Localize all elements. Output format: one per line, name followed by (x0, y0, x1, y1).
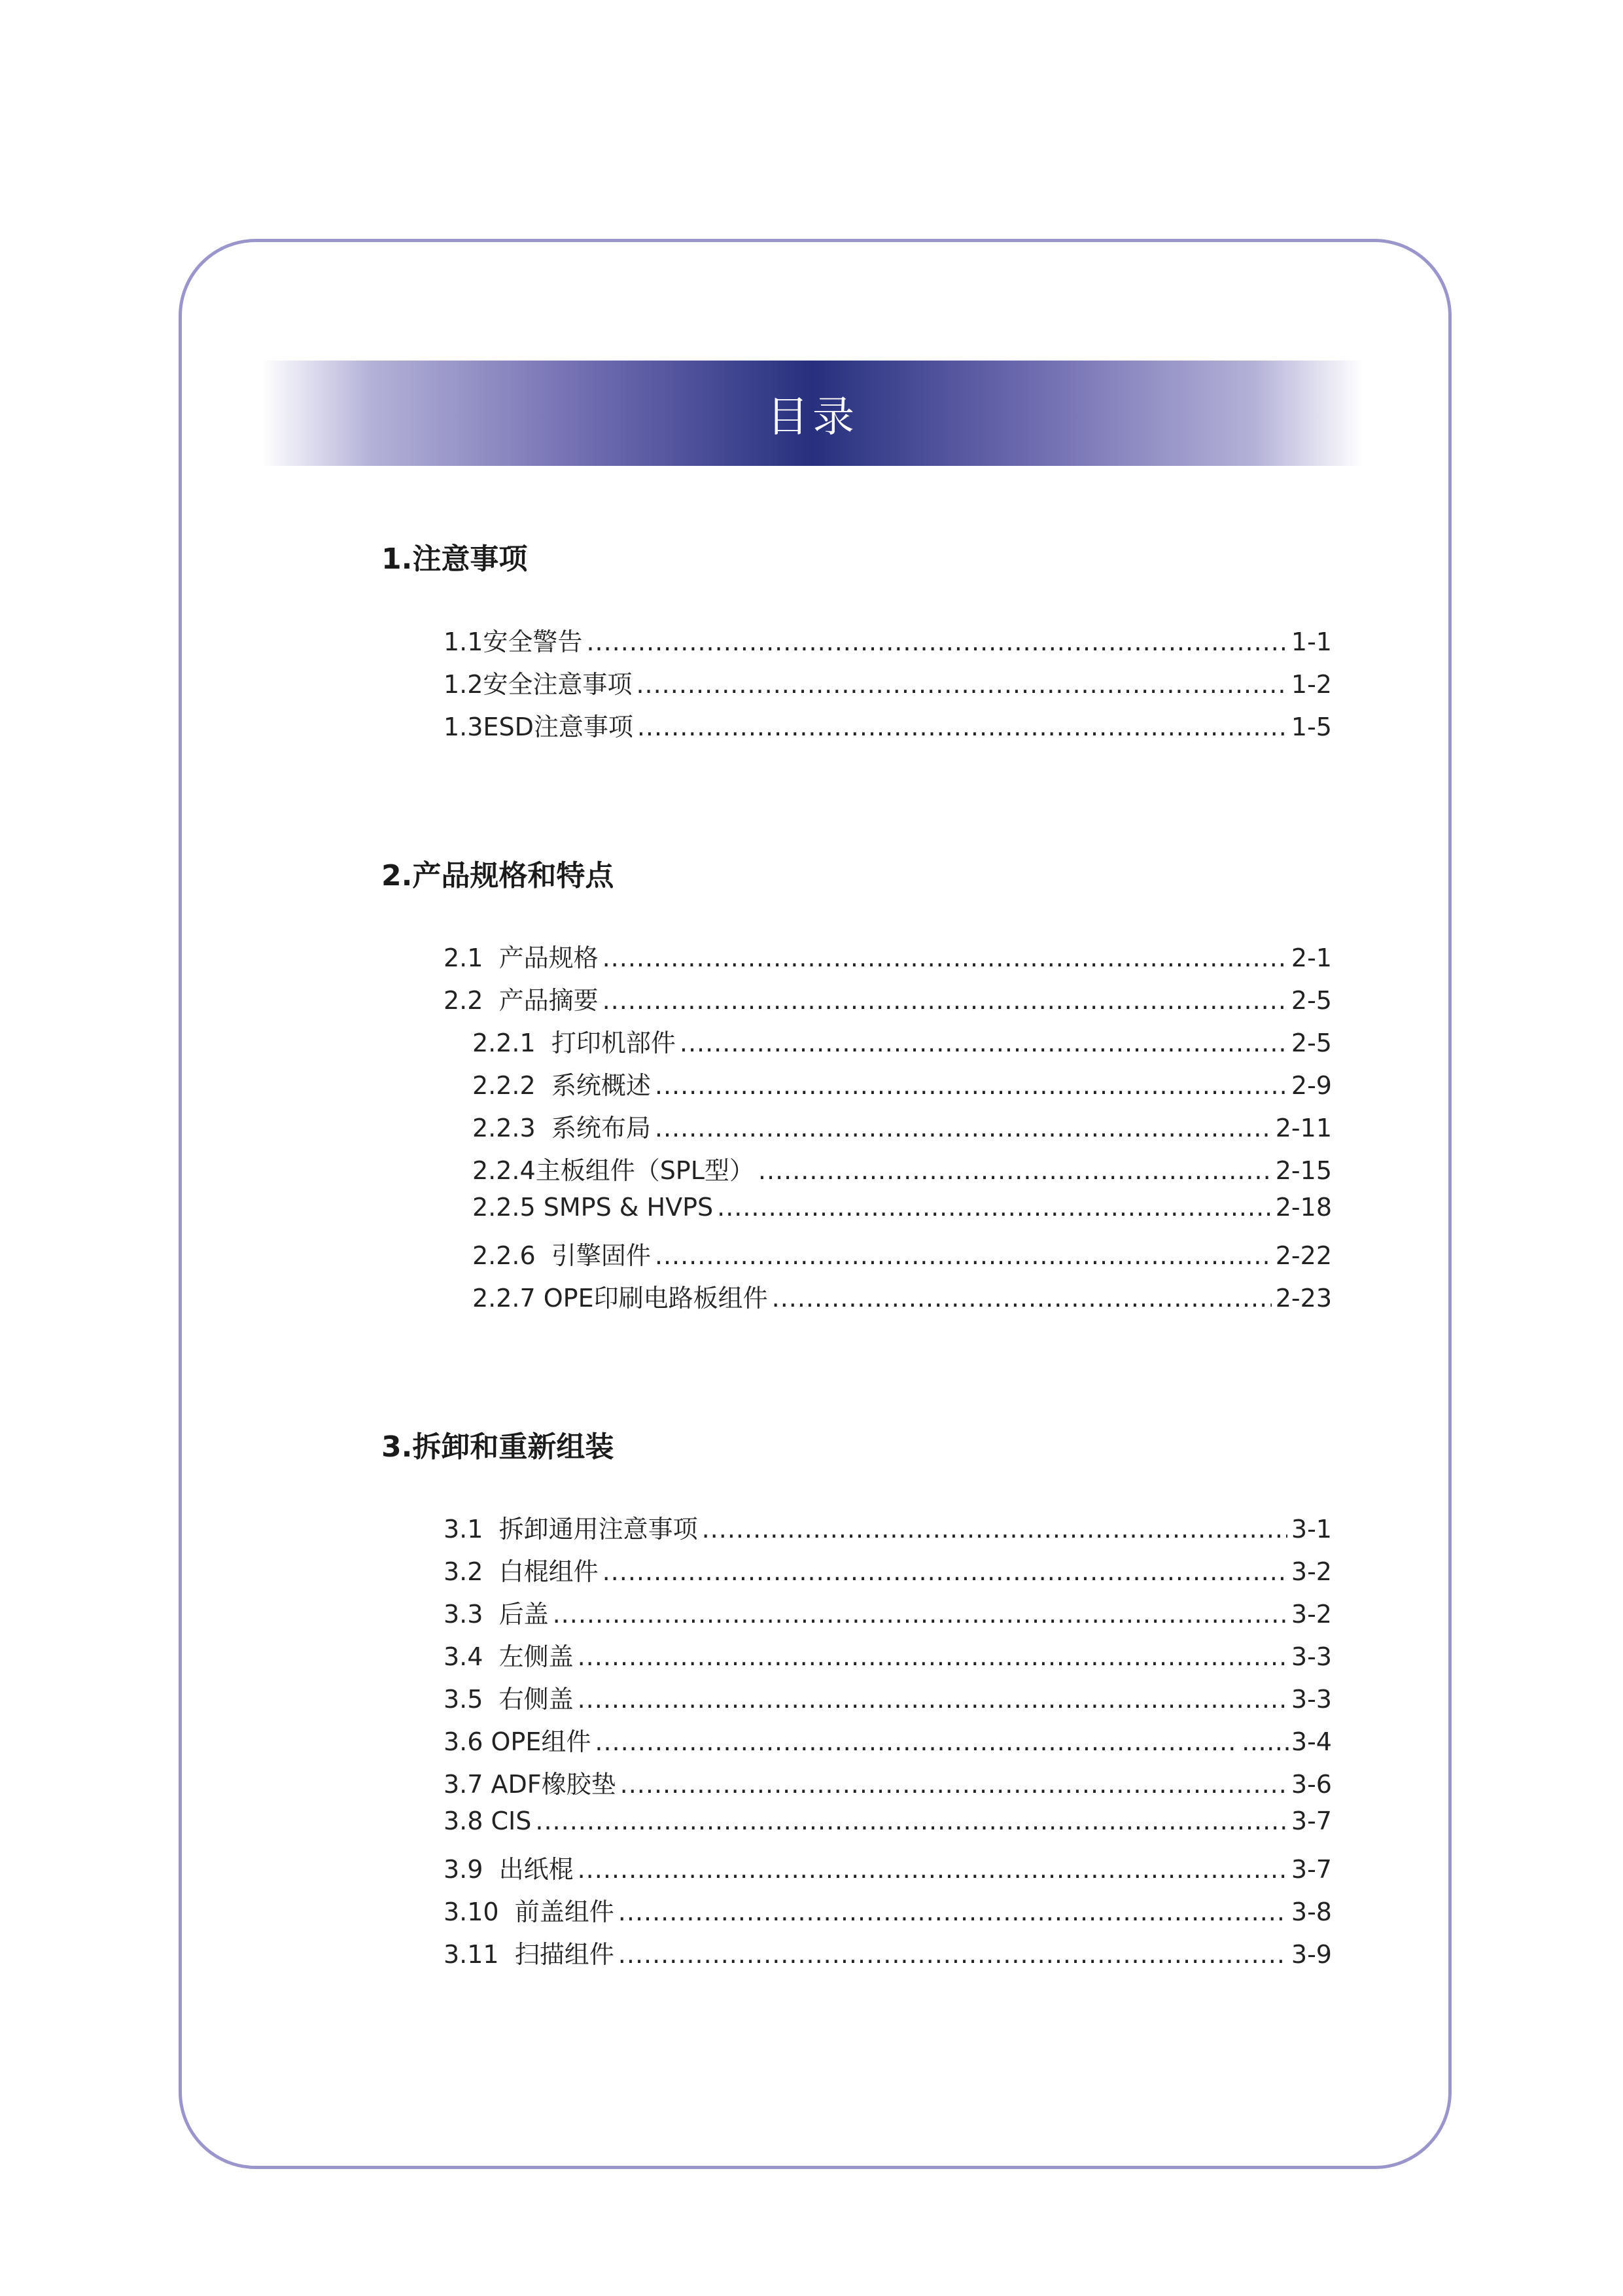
toc-entry-page: 2-22 (1275, 1241, 1332, 1270)
toc-entry-label: 3.5 右侧盖 (444, 1685, 574, 1714)
toc-entry[interactable] (444, 1892, 1332, 1934)
toc-entry-page: 2-5 (1291, 1029, 1332, 1057)
toc-entry-label: 3.4 左侧盖 (444, 1642, 574, 1671)
toc-entry[interactable] (444, 664, 1332, 707)
toc-entry-page: 2-1 (1291, 944, 1332, 972)
toc-entry-page: 3-3 (1291, 1685, 1332, 1714)
dot-leader (702, 1515, 1287, 1544)
toc-entry-label: 2.2.2 系统概述 (472, 1071, 651, 1100)
toc-entry-label: 3.6 OPE组件 (444, 1727, 591, 1756)
toc-entry[interactable] (444, 1722, 1332, 1764)
toc-entry-page: 2-18 (1275, 1193, 1332, 1222)
dot-leader (553, 1600, 1287, 1629)
toc-entry-label: 3.1 拆卸通用注意事项 (444, 1515, 698, 1544)
toc-entry[interactable] (444, 1150, 1332, 1193)
toc-entry-page: 2-23 (1275, 1284, 1332, 1313)
toc-entry-label: 3.2 白棍组件 (444, 1557, 599, 1586)
toc-entry[interactable] (444, 622, 1332, 664)
dot-leader (578, 1642, 1287, 1671)
dot-leader (535, 1807, 1287, 1835)
toc-entry-label: 1.1安全警告 (444, 627, 583, 656)
toc-entry-label: 2.2.7 OPE印刷电路板组件 (472, 1284, 768, 1313)
toc-list-section-1 (444, 622, 1332, 749)
dot-leader (637, 713, 1287, 741)
toc-entry[interactable] (444, 1108, 1332, 1150)
toc-entry-page: 3-1 (1291, 1515, 1332, 1544)
toc-entry[interactable] (444, 1934, 1332, 1977)
toc-entry-page: 1-1 (1291, 627, 1332, 656)
toc-entry-page: 3-3 (1291, 1642, 1332, 1671)
toc-list-section-3 (444, 1509, 1332, 1977)
toc-entry[interactable] (444, 707, 1332, 749)
dot-leader (595, 1727, 1238, 1756)
toc-entry-page: ……3-4 (1241, 1727, 1332, 1756)
toc-list-section-2 (444, 938, 1332, 1320)
toc-entry-page: 2-11 (1275, 1114, 1332, 1142)
toc-entry[interactable] (444, 1509, 1332, 1551)
toc-entry-label: 2.2.5 SMPS & HVPS (472, 1193, 714, 1222)
dot-leader (772, 1284, 1272, 1313)
toc-entry[interactable] (444, 1551, 1332, 1594)
toc-entry-page: 1-5 (1291, 713, 1332, 741)
page-title: 目录 (767, 393, 858, 442)
toc-entry-label: 2.2.3 系统布局 (472, 1114, 651, 1142)
toc-entry[interactable] (444, 1764, 1332, 1807)
dot-leader (636, 670, 1287, 699)
dot-leader (758, 1156, 1272, 1185)
section-heading-2: 2.产品规格和特点 (381, 859, 614, 892)
dot-leader (655, 1071, 1287, 1100)
dot-leader (655, 1114, 1272, 1142)
toc-entry[interactable] (444, 1807, 1332, 1849)
section-heading-3: 3.拆卸和重新组装 (381, 1430, 614, 1464)
toc-entry[interactable] (444, 1023, 1332, 1065)
toc-entry-page: 3-8 (1291, 1898, 1332, 1926)
toc-entry-page: 3-2 (1291, 1557, 1332, 1586)
toc-entry[interactable] (444, 1594, 1332, 1636)
toc-entry-page: 3-2 (1291, 1600, 1332, 1629)
dot-leader (618, 1898, 1287, 1926)
toc-entry[interactable] (444, 1278, 1332, 1320)
dot-leader (602, 1557, 1287, 1586)
toc-entry-page: 3-6 (1291, 1770, 1332, 1799)
toc-entry-label: 3.11 扫描组件 (444, 1940, 614, 1969)
toc-entry-page: 3-9 (1291, 1940, 1332, 1969)
dot-leader (618, 1940, 1287, 1969)
toc-entry[interactable] (444, 1065, 1332, 1108)
dot-leader (717, 1193, 1272, 1222)
toc-entry[interactable] (444, 938, 1332, 980)
toc-entry-label: 3.7 ADF橡胶垫 (444, 1770, 616, 1799)
toc-entry-label: 2.2.4主板组件（SPL型） (472, 1156, 754, 1185)
toc-entry-label: 3.3 后盖 (444, 1600, 549, 1629)
toc-entry-label: 3.9 出纸棍 (444, 1855, 574, 1884)
toc-entry-label: 1.3ESD注意事项 (444, 713, 633, 741)
title-banner (262, 361, 1363, 466)
toc-entry-label: 2.2 产品摘要 (444, 986, 599, 1015)
toc-entry-page: 3-7 (1291, 1807, 1332, 1835)
toc-entry[interactable] (444, 1193, 1332, 1235)
dot-leader (602, 986, 1287, 1015)
dot-leader (586, 627, 1287, 656)
toc-entry-label: 2.2.1 打印机部件 (472, 1029, 676, 1057)
dot-leader (578, 1855, 1287, 1884)
toc-entry-label: 3.10 前盖组件 (444, 1898, 614, 1926)
toc-entry[interactable] (444, 1679, 1332, 1722)
dot-leader (680, 1029, 1287, 1057)
toc-entry-label: 1.2安全注意事项 (444, 670, 633, 699)
toc-entry-page: 1-2 (1291, 670, 1332, 699)
toc-entry[interactable] (444, 1636, 1332, 1679)
toc-entry-page: 2-15 (1275, 1156, 1332, 1185)
toc-entry-label: 3.8 CIS (444, 1807, 532, 1835)
toc-entry-page: 2-9 (1291, 1071, 1332, 1100)
dot-leader (655, 1241, 1272, 1270)
section-heading-1: 1.注意事项 (381, 542, 528, 576)
toc-entry[interactable] (444, 980, 1332, 1023)
toc-entry-label: 2.1 产品规格 (444, 944, 599, 972)
toc-entry[interactable] (444, 1849, 1332, 1892)
dot-leader (602, 944, 1287, 972)
toc-entry[interactable] (444, 1235, 1332, 1278)
dot-leader (620, 1770, 1287, 1799)
toc-entry-label: 2.2.6 引擎固件 (472, 1241, 651, 1270)
dot-leader (578, 1685, 1287, 1714)
toc-entry-page: 2-5 (1291, 986, 1332, 1015)
toc-entry-page: 3-7 (1291, 1855, 1332, 1884)
